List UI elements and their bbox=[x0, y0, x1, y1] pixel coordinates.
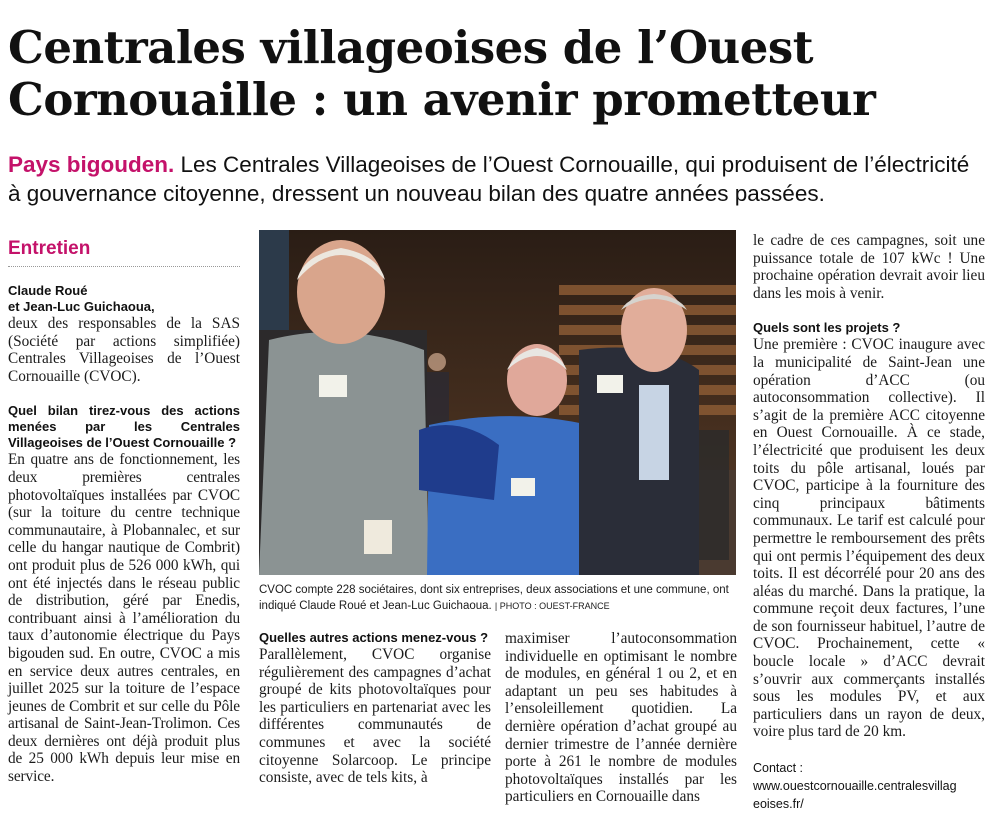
contact-url-line-1[interactable]: www.ouestcornouaille.centralesvillag bbox=[753, 779, 957, 794]
article-photo bbox=[259, 230, 736, 575]
question-1: Quel bilan tirez-vous des actions menées par les Centrales Villageoises de l’Ouest Cornouaille ? bbox=[8, 403, 240, 451]
contact-block bbox=[753, 759, 985, 813]
photo-illustration bbox=[259, 230, 736, 575]
photo-caption bbox=[259, 582, 736, 614]
lede-kicker: Pays bigouden. bbox=[8, 152, 175, 177]
lede-text: Les Centrales Villageoises de l’Ouest Cornouaille, qui produisent de l’électricité à gouvernance citoyenne, dressent un nouveau bilan des quatre années passées. bbox=[8, 152, 970, 206]
contact-url-line-2[interactable]: eoises.fr/ bbox=[753, 797, 804, 812]
column-1 bbox=[8, 283, 240, 786]
question-2: Quelles autres actions menez-vous ? bbox=[259, 630, 489, 645]
photo-caption-text: CVOC compte 228 sociétaires, dont six entreprises, deux associations et une commune, ont indiqué Claude Roué et Jean-Luc Guichaoua. bbox=[259, 584, 729, 612]
interviewee-name-1: Claude Roué bbox=[8, 283, 88, 298]
answer-2-part-3: le cadre de ces campagnes, soit une puissance totale de 107 kWc ! Une prochaine opération devrait avoir lieu dans les mois à venir. bbox=[753, 232, 985, 302]
answer-3: Une première : CVOC inaugure avec la municipalité de Saint-Jean une opération d’ACC (ou autoconsommation collective). Il s’agit de la première ACC citoyenne en Ouest Cornouaille. À ce stade, l’électricité que produisent les deux toits du pôle artisanal, loués par CVOC, participe à la fourniture des cinq principaux bâtiments communaux. Le tarif est calculé pour permettre le remboursement des prêts qui ont permis l’équipement des deux toits. Il est décorrélé pour 20 ans des aléas du marché. Dans la pratique, la commune reçoit deux factures, l’une de son fournisseur habituel, l’autre de CVOC. Prochainement, cette « boucle locale » d’ACC devrait s’ouvrir aux commerçants installés sous les modules PV, et aux particuliers dans un rayon de deux, voire plus tard de 20 km. bbox=[753, 336, 985, 741]
answer-2-part-2: maximiser l’autoconsommation individuelle en optimisant le nombre de modules, en général 1 ou 2, et en adaptant un peu ses habitudes à l’ensoleillement quotidien. La dernière opération d’achat groupé au dernier trimestre de l’année dernière porte à 261 le nombre de modules photovoltaïques installés par les particuliers en Cornouaille dans bbox=[505, 630, 737, 806]
contact-label: Contact : bbox=[753, 761, 804, 776]
column-4 bbox=[753, 232, 985, 813]
interviewee-name-2: et Jean-Luc Guichaoua, bbox=[8, 299, 155, 314]
lede bbox=[8, 150, 983, 208]
question-3: Quels sont les projets ? bbox=[753, 320, 901, 336]
section-divider bbox=[8, 266, 240, 267]
photo-credit: | PHOTO : OUEST-FRANCE bbox=[494, 601, 610, 611]
interviewee-description: deux des responsables de la SAS (Société par actions simplifiée) Centrales Villageoises de l’Ouest Cornouaille (CVOC). bbox=[8, 315, 240, 385]
headline-line-2: Cornouaille : un avenir prometteur bbox=[8, 73, 876, 126]
section-label: Entretien bbox=[8, 238, 91, 259]
answer-2-part-1: Parallèlement, CVOC organise régulièrement des campagnes d’achat groupé de kits photovoltaïques pour les particuliers en partenariat avec les différentes communautés de communes et avec la société citoyenne Solarcoop. Le principe consiste, avec de tels kits, à bbox=[259, 646, 491, 787]
answer-1: En quatre ans de fonctionnement, les deux premières centrales photovoltaïques installées par CVOC (sur la toiture du centre technique communautaire, à Plobannalec, et sur celle du hangar nautique de Combrit) ont produit plus de 526 000 kWh, qui ont été injectés dans le réseau public de distribution, géré par Enedis, contribuant ainsi à l’amélioration du taux d’autonomie électrique du Pays bigouden sud. En outre, CVOC a mis en service deux autres centrales, en juillet 2025 sur la toiture de l’espace jeunes de Combrit et sur celle du Pôle artisanal de Saint-Jean-Trolimon. Ces deux dernières ont déjà produit plus de 25 000 kWh depuis leur mise en service. bbox=[8, 451, 240, 786]
headline bbox=[8, 22, 983, 126]
column-2 bbox=[259, 630, 491, 787]
column-3 bbox=[505, 630, 737, 806]
headline-line-1: Centrales villageoises de l’Ouest bbox=[8, 21, 813, 74]
